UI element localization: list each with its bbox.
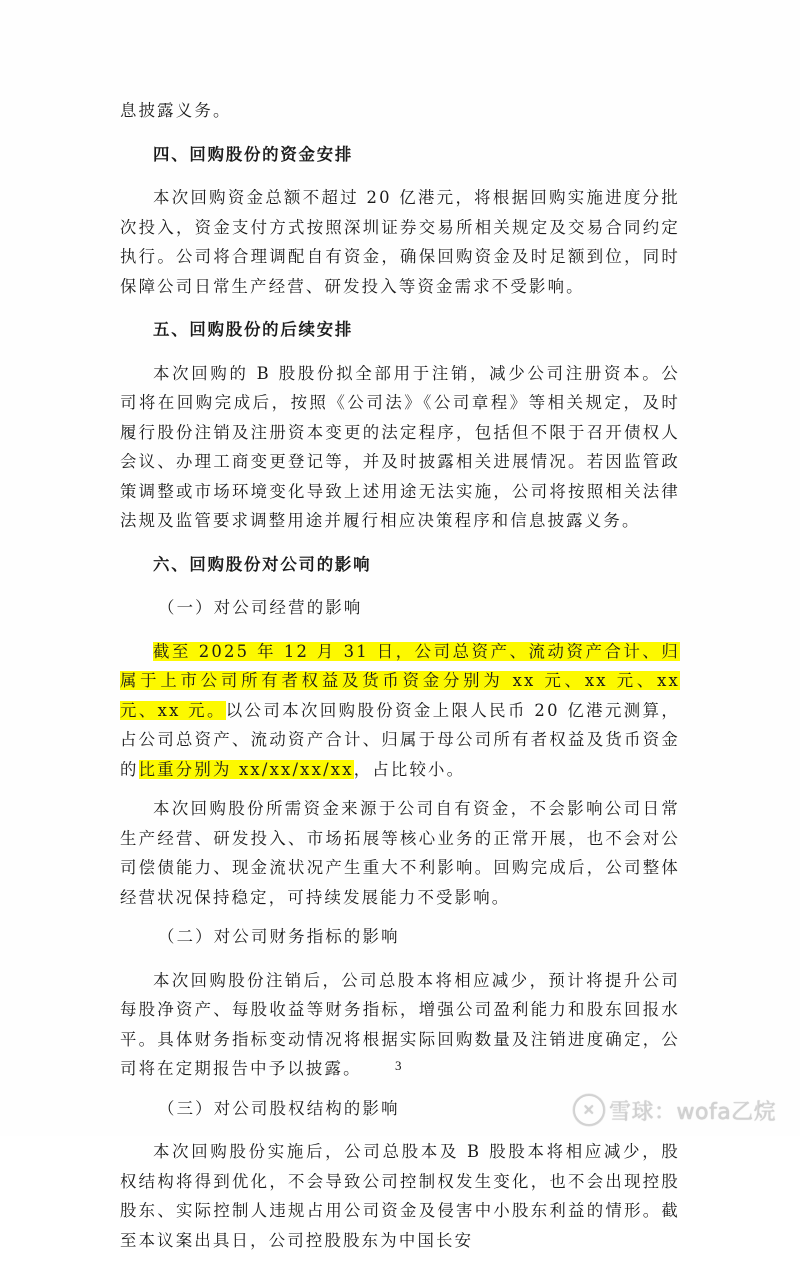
highlighted-financials: 截至 2025 年 12 月 31 日，公司总资产、流动资产合计、归属于上市公司所有者权益及货币资金分别为 xx 元、xx 元、xx 元、xx 元。: [120, 641, 680, 720]
highlighted-ratios: 比重分别为 xx/xx/xx/xx: [138, 759, 354, 779]
page-number: 3: [395, 1058, 402, 1073]
section-heading-impact: 六、回购股份对公司的影响: [153, 554, 372, 574]
section-body-funding: 本次回购资金总额不超过 20 亿港元，将根据回购实施进度分批次投入，资金支付方式按照深圳证券交易所相关规定及交易合同约定执行。公司将合理调配自有资金，确保回购资金及时足额到位，同时保障公司日常生产经营、研发投入等资金需求不受影响。: [120, 188, 680, 296]
continuation-text: 息披露义务。: [120, 101, 232, 120]
watermark-text: 雪球：wofa乙烷: [609, 1099, 777, 1125]
subheading-equity-structure: （三）对公司股权结构的影响: [158, 1098, 400, 1118]
document-content: [120, 96, 680, 1265]
section-heading-followup: 五、回购股份的后续安排: [153, 320, 354, 339]
ratio-intro-text: 以公司本次回购股份资金上限人民币 20 亿港元测算，占公司总资产、流动资产合计、归属于母公司所有者权益及货币资金的: [120, 700, 680, 779]
snowball-logo-icon: ✕: [573, 1094, 605, 1126]
operations-impact-para-1: [120, 637, 680, 785]
watermark: [573, 1094, 776, 1126]
ratio-conclusion-text: ，占比较小。: [353, 759, 466, 779]
financial-indicators-para: 本次回购股份注销后，公司总股本将相应减少，预计将提升公司每股净资产、每股收益等财务指标，增强公司盈利能力和股东回报水平。具体财务指标变动情况将根据实际回购数量及注销进度确定，公司将在定期报告中予以披露。: [120, 970, 680, 1078]
equity-structure-para: 本次回购股份实施后，公司总股本及 B 股股本将相应减少，股权结构将得到优化，不会导致公司控制权发生变化，也不会出现控股股东、实际控制人违规占用公司资金及侵害中小股东利益的情形。截至本议案出具日，公司控股股东为中国长安: [120, 1142, 680, 1250]
section-body-followup: 本次回购的 B 股股份拟全部用于注销，减少公司注册资本。公司将在回购完成后，按照《公司法》《公司章程》等相关规定，及时履行股份注销及注册资本变更的法定程序，包括但不限于召开债权人会议、办理工商变更登记等，并及时披露相关进展情况。若因监管政策调整或市场环境变化导致上述用途无法实施，公司将按照相关法律法规及监管要求调整用途并履行相应决策程序和信息披露义务。: [120, 363, 680, 530]
section-heading-funding: 四、回购股份的资金安排: [153, 144, 354, 164]
subheading-operations-impact: （一）对公司经营的影响: [158, 598, 363, 617]
operations-impact-para-2: 本次回购股份所需资金来源于公司自有资金，不会影响公司日常生产经营、研发投入、市场拓展等核心业务的正常开展，也不会对公司偿债能力、现金流状况产生重大不利影响。回购完成后，公司整体经营状况保持稳定，可持续发展能力不受影响。: [120, 799, 680, 907]
subheading-financial-indicators: （二）对公司财务指标的影响: [158, 927, 400, 946]
